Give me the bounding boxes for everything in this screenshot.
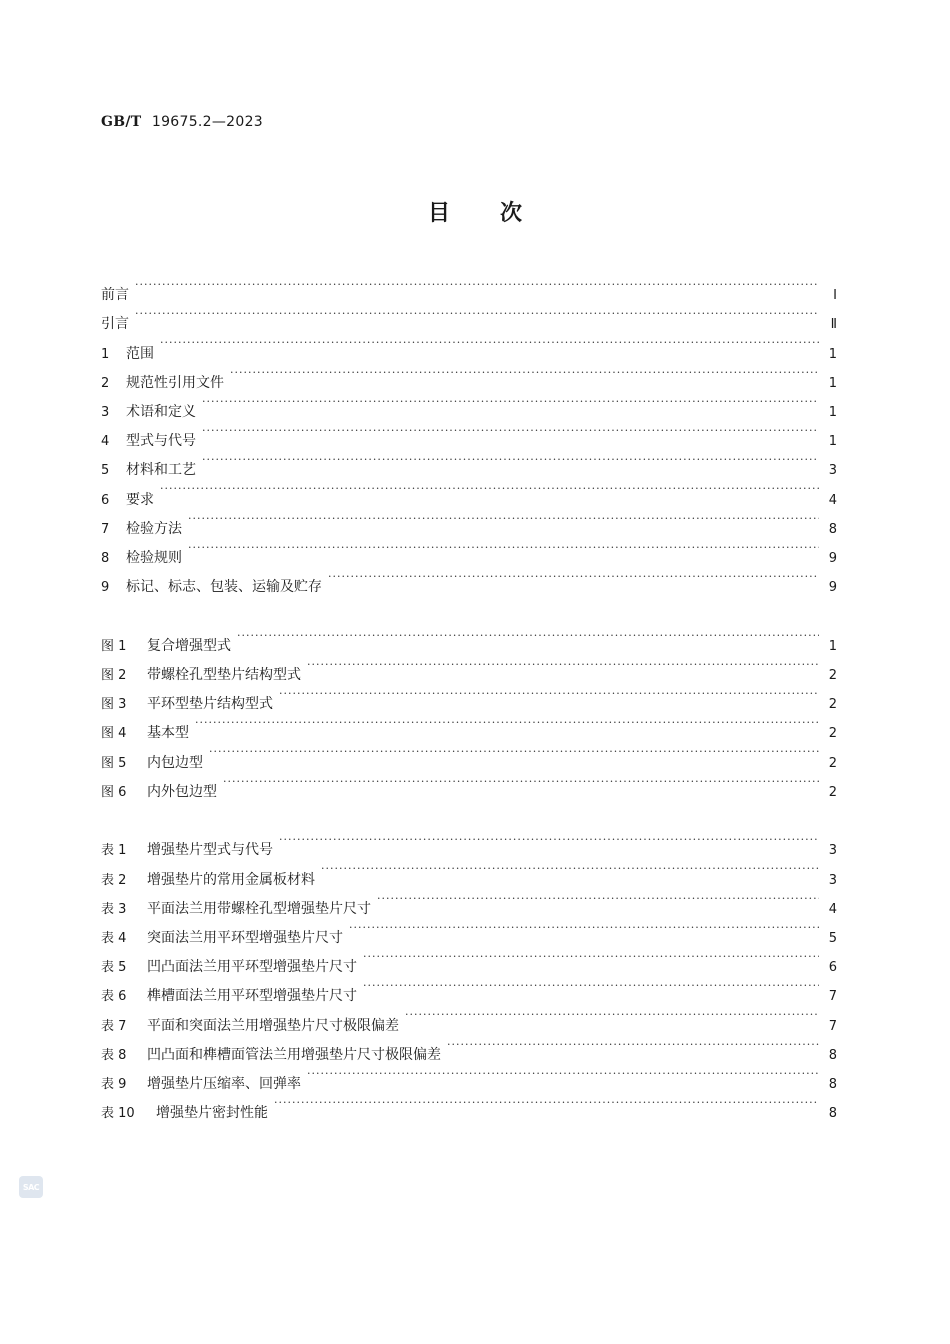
toc-entry-page: 9 <box>828 550 837 566</box>
toc-entry-label: 突面法兰用平环型增强垫片尺寸 <box>147 929 343 946</box>
toc-entry-label: 增强垫片型式与代号 <box>147 842 273 859</box>
toc-entry-title <box>101 573 322 602</box>
toc-entry-label: 带螺栓孔型垫片结构型式 <box>147 666 301 683</box>
toc-entry-number: 表 4 <box>101 930 127 946</box>
toc-entry-number: 表 7 <box>101 1018 127 1034</box>
dot-leader <box>230 358 819 387</box>
toc-entry-number: 7 <box>101 521 110 537</box>
toc-entry-label: 检验规则 <box>126 549 182 566</box>
toc-entry-number: 表 9 <box>101 1076 127 1092</box>
toc-entry-label: 要求 <box>126 491 154 508</box>
toc-entry-number: 表 5 <box>101 960 127 976</box>
toc-entry-number: 表 8 <box>101 1047 127 1063</box>
toc-entry-label: 材料和工艺 <box>126 462 196 479</box>
dot-leader <box>223 767 819 796</box>
toc-entry-page: Ⅰ <box>833 288 837 304</box>
toc-entry-number: 图 2 <box>101 667 127 683</box>
dot-leader <box>202 445 819 474</box>
toc-entry[interactable] <box>101 299 837 333</box>
dot-leader <box>237 621 819 650</box>
toc-entry-number: 图 3 <box>101 697 127 713</box>
toc-entry-label: 增强垫片压缩率、回弹率 <box>147 1075 301 1092</box>
toc-entry-label: 平面和突面法兰用增强垫片尺寸极限偏差 <box>147 1017 399 1034</box>
dot-leader <box>274 1088 819 1117</box>
dot-leader <box>279 679 819 708</box>
dot-leader <box>363 971 819 1000</box>
toc-entry-page: 9 <box>828 580 837 596</box>
page-title: 目次 <box>427 201 572 226</box>
dot-leader <box>363 942 819 971</box>
toc-entry-page: 6 <box>828 960 837 976</box>
toc-entry[interactable] <box>101 533 837 566</box>
dot-leader <box>160 474 819 503</box>
toc-entry-title <box>101 895 371 924</box>
toc-entry-title <box>101 749 203 778</box>
sac-watermark-logo: SAC <box>19 1176 43 1198</box>
dot-leader <box>202 387 819 416</box>
toc-entry-title <box>101 836 273 865</box>
toc-entry-label: 增强垫片的常用金属板材料 <box>147 871 315 888</box>
toc-entry[interactable] <box>101 562 837 596</box>
toc-entry-number: 图 1 <box>101 638 127 654</box>
dot-leader <box>307 650 819 679</box>
toc-entry-label: 平面法兰用带螺栓孔型增强垫片尺寸 <box>147 900 371 917</box>
toc-entry[interactable] <box>101 474 837 508</box>
toc-entry-label: 引言 <box>101 316 129 333</box>
toc-entry[interactable] <box>101 621 837 654</box>
toc-entry[interactable] <box>101 504 837 537</box>
toc-entry-page: Ⅱ <box>830 317 837 333</box>
toc-entry[interactable] <box>101 416 837 450</box>
dot-leader <box>188 533 819 562</box>
toc-entry-page: 8 <box>828 521 837 537</box>
toc-entry-label: 榫槽面法兰用平环型增强垫片尺寸 <box>147 988 357 1005</box>
toc-entry-number: 4 <box>101 434 110 450</box>
toc-entry-page: 1 <box>828 638 837 654</box>
toc-entry-title <box>101 398 196 427</box>
toc-entry-page: 4 <box>828 492 837 508</box>
toc-entry-page: 3 <box>828 843 837 859</box>
toc-entry-number: 5 <box>101 463 110 479</box>
toc-entry-page: 3 <box>828 872 837 888</box>
toc-entry-number: 图 6 <box>101 784 127 800</box>
toc-entry-title <box>101 515 182 544</box>
toc-entry-page: 2 <box>828 784 837 800</box>
toc-entry-number: 图 5 <box>101 755 127 771</box>
toc-entry-number: 图 4 <box>101 726 127 742</box>
toc-entry-title <box>101 866 315 895</box>
standard-prefix: GB/T <box>101 114 142 130</box>
dot-leader <box>349 913 819 942</box>
toc-entry-page: 7 <box>828 989 837 1005</box>
toc-entry-number: 6 <box>101 492 110 508</box>
table-of-contents <box>101 270 837 1122</box>
dot-leader <box>135 299 819 328</box>
toc-entry-page: 1 <box>828 434 837 450</box>
toc-entry-number: 1 <box>101 346 110 362</box>
toc-tables <box>101 825 837 1122</box>
toc-entry-label: 基本型 <box>147 725 189 742</box>
toc-entry-number: 9 <box>101 580 110 596</box>
dot-leader <box>377 884 819 913</box>
toc-entry-number: 表 3 <box>101 901 127 917</box>
toc-entry-label: 检验方法 <box>126 520 182 537</box>
toc-entry-label: 凹凸面和榫槽面管法兰用增强垫片尺寸极限偏差 <box>147 1046 441 1063</box>
toc-entry-label: 复合增强型式 <box>147 637 231 654</box>
toc-entry-page: 2 <box>828 726 837 742</box>
standard-number: 19675.2—2023 <box>151 114 264 130</box>
toc-figures <box>101 621 837 800</box>
toc-entry-page: 2 <box>828 667 837 683</box>
toc-entry-title <box>101 924 343 953</box>
toc-entry-page: 4 <box>828 901 837 917</box>
toc-entry-title <box>101 1070 301 1099</box>
toc-entry[interactable] <box>101 825 837 859</box>
dot-leader <box>279 825 819 854</box>
toc-entry-title <box>101 310 129 339</box>
toc-entry-number: 表 2 <box>101 872 127 888</box>
toc-entry-title <box>101 953 357 982</box>
toc-entry-page: 8 <box>828 1047 837 1063</box>
toc-entry-label: 术语和定义 <box>126 403 196 420</box>
toc-entry[interactable] <box>101 270 837 304</box>
toc-entry-label: 内外包边型 <box>147 783 217 800</box>
toc-entry[interactable] <box>101 358 837 391</box>
toc-entry-page: 2 <box>828 755 837 771</box>
toc-entry-page: 8 <box>828 1106 837 1122</box>
toc-entry-number: 2 <box>101 375 110 391</box>
dot-leader <box>405 1000 819 1029</box>
toc-entry-page: 1 <box>828 346 837 362</box>
toc-entry-page: 2 <box>828 697 837 713</box>
toc-entry[interactable] <box>101 445 837 479</box>
toc-entry-label: 范围 <box>126 345 154 362</box>
toc-entry-title <box>101 486 154 515</box>
dot-leader <box>209 737 819 766</box>
dot-leader <box>135 270 819 299</box>
dot-leader <box>195 708 819 737</box>
toc-entry-title <box>101 544 182 573</box>
toc-entry-label: 凹凸面法兰用平环型增强垫片尺寸 <box>147 959 357 976</box>
toc-entry-title <box>101 982 357 1011</box>
toc-entry-label: 内包边型 <box>147 754 203 771</box>
toc-entry[interactable] <box>101 387 837 420</box>
toc-entry[interactable] <box>101 708 837 742</box>
toc-sections <box>101 270 837 596</box>
dot-leader <box>307 1059 819 1088</box>
dot-leader <box>321 854 819 883</box>
toc-entry-label: 平环型垫片结构型式 <box>147 696 273 713</box>
dot-leader <box>160 328 819 357</box>
toc-entry-label: 规范性引用文件 <box>126 374 224 391</box>
toc-entry-page: 1 <box>828 375 837 391</box>
toc-entry-title <box>101 281 129 310</box>
toc-entry-title <box>101 1099 268 1128</box>
toc-entry-label: 标记、标志、包装、运输及贮存 <box>126 579 322 596</box>
dot-leader <box>447 1030 819 1059</box>
toc-entry[interactable] <box>101 767 837 800</box>
toc-entry-page: 3 <box>828 463 837 479</box>
toc-entry-number: 3 <box>101 404 110 420</box>
toc-entry-title <box>101 340 154 369</box>
toc-entry-page: 5 <box>828 930 837 946</box>
dot-leader <box>188 504 819 533</box>
toc-entry-title <box>101 778 217 807</box>
dot-leader <box>328 562 819 591</box>
toc-entry[interactable] <box>101 737 837 771</box>
toc-entry-page: 7 <box>828 1018 837 1034</box>
toc-entry-title <box>101 1012 399 1041</box>
toc-entry-number: 表 6 <box>101 989 127 1005</box>
toc-entry-label: 增强垫片密封性能 <box>156 1105 268 1122</box>
toc-entry-number: 8 <box>101 550 110 566</box>
toc-entry-page: 8 <box>828 1076 837 1092</box>
toc-entry-page: 1 <box>828 404 837 420</box>
toc-entry-label: 前言 <box>101 287 129 304</box>
dot-leader <box>202 416 819 445</box>
toc-entry-title <box>101 719 189 748</box>
toc-entry[interactable] <box>101 328 837 362</box>
toc-entry-title <box>101 427 196 456</box>
toc-entry-number: 表 1 <box>101 843 127 859</box>
toc-entry-title <box>101 661 301 690</box>
toc-entry-title <box>101 632 231 661</box>
toc-entry-number: 表 10 <box>101 1106 135 1122</box>
toc-entry-label: 型式与代号 <box>126 433 196 450</box>
standard-code <box>101 114 263 130</box>
